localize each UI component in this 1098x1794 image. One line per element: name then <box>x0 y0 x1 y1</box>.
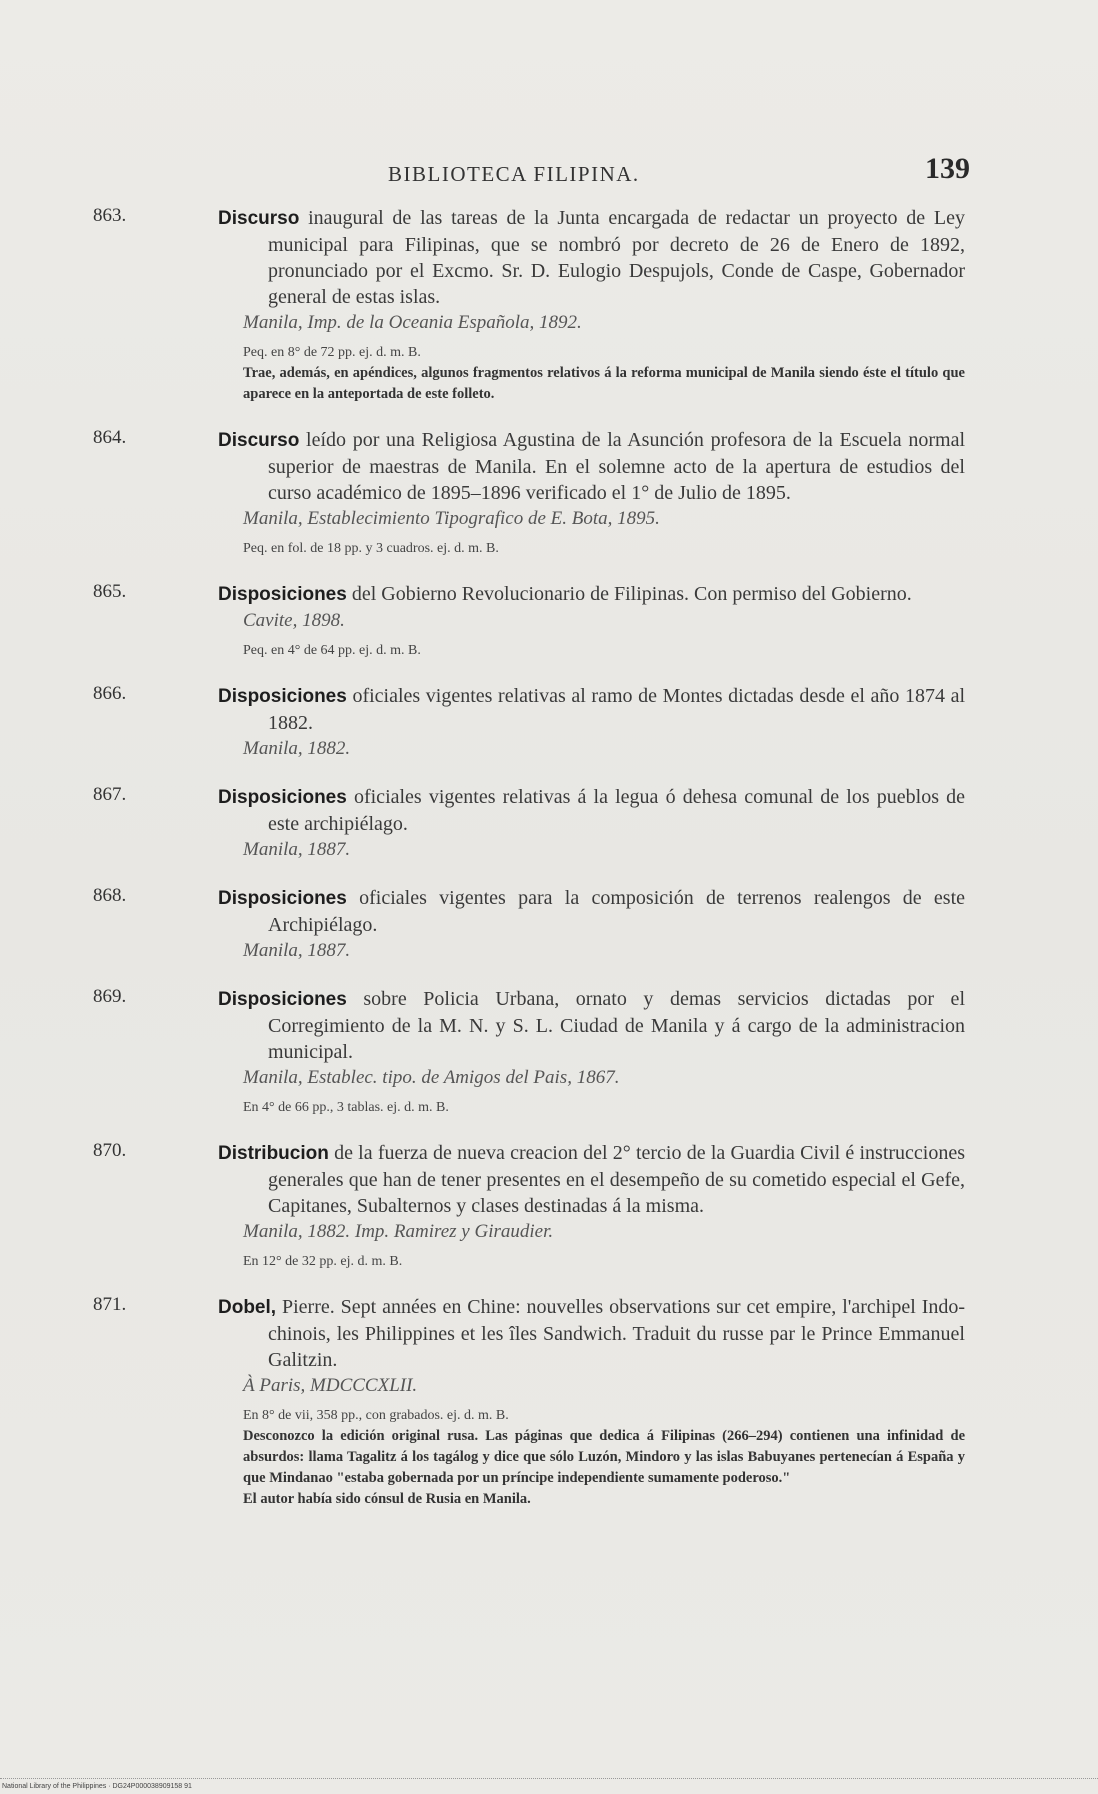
entry-imprint: Manila, 1887. <box>243 839 351 860</box>
entry-notes <box>243 1251 965 1272</box>
entry-note: Desconozco la edición original rusa. Las páginas que dedica á Filipinas (266–294) contienen una infinidad de absurdos: llama Tagalitz á los tagálog y dice que sólo Luzón, Mindoro y las islas Babuyanes pertenecían á España y que Mindanao "estaba gobernada por un príncipe independiente sumamente poderoso." <box>243 1428 965 1486</box>
entry-imprint: Manila, Establec. tipo. de Amigos del Pais, 1867. <box>243 1067 620 1088</box>
entry-keyword: Disposiciones <box>218 584 347 605</box>
entry-body <box>218 683 965 736</box>
entry-imprint: Manila, 1882. Imp. Ramirez y Giraudier. <box>243 1221 554 1242</box>
entry-imprint: Manila, Imp. de la Oceania Española, 1892. <box>243 312 582 333</box>
entry-text: oficiales vigentes para la composición de terrenos realengos de este Archipiélago. <box>268 887 966 936</box>
entry-text: leído por una Religiosa Agustina de la Asunción profesora de la Escuela normal superior de maestras de Manila. En el solemne acto de la apertura de estudios del curso académico de 1895–1896 verificado el 1° de Julio de 1895. <box>268 429 966 504</box>
entry-note: Peq. en fol. de 18 pp. y 3 cuadros. ej. d. m. B. <box>243 541 499 556</box>
catalog-entry-870 <box>85 1140 965 1272</box>
entry-body <box>218 1294 965 1373</box>
entry-number: 868. <box>93 885 127 906</box>
entry-number: 871. <box>93 1294 127 1315</box>
entry-body <box>218 205 965 310</box>
entry-number: 870. <box>93 1140 127 1161</box>
catalog-entry-871 <box>85 1294 965 1510</box>
entry-note: Peq. en 8° de 72 pp. ej. d. m. B. <box>243 345 421 360</box>
entry-number: 864. <box>93 427 127 448</box>
entry-notes <box>243 538 965 559</box>
entry-note: En 4° de 66 pp., 3 tablas. ej. d. m. B. <box>243 1100 449 1115</box>
entry-notes <box>243 342 965 405</box>
entry-note: Trae, además, en apéndices, algunos fragmentos relativos á la reforma municipal de Manila siendo éste el título que aparece en la anteportada de este folleto. <box>243 365 965 402</box>
entry-keyword: Disposiciones <box>218 989 347 1010</box>
entry-text: Pierre. Sept années en Chine: nouvelles observations sur cet empire, l'archipel Indo-chinois, les Philippines et les îles Sandwich. Traduit du russe par le Prince Emmanuel Galitzin. <box>268 1296 966 1371</box>
entry-keyword: Disposiciones <box>218 787 347 808</box>
entry-notes <box>243 640 965 661</box>
catalog-entry-866 <box>85 683 965 762</box>
entry-keyword: Discurso <box>218 208 300 229</box>
entry-keyword: Distribucion <box>218 1143 329 1164</box>
catalog-entries <box>85 205 965 1532</box>
entry-number: 863. <box>93 205 127 226</box>
catalog-entry-864 <box>85 427 965 559</box>
entry-number: 869. <box>93 986 127 1007</box>
entry-text: del Gobierno Revolucionario de Filipinas. Con permiso del Gobierno. <box>351 583 912 605</box>
entry-notes <box>243 1405 965 1510</box>
footer-divider <box>0 1778 1098 1780</box>
entry-keyword: Disposiciones <box>218 888 347 909</box>
running-title: BIBLIOTECA FILIPINA. <box>388 162 640 186</box>
entry-text: inaugural de las tareas de la Junta encargada de redactar un proyecto de Ley municipal para Filipinas, que se nombró por decreto de 26 de Enero de 1892, pronunciado por el Excmo. Sr. D. Eulogio Despujols, Conde de Caspe, Gobernador general de estas islas. <box>268 207 966 308</box>
entry-imprint: Manila, Establecimiento Tipografico de E. Bota, 1895. <box>243 508 660 529</box>
entry-number: 867. <box>93 784 127 805</box>
entry-imprint: Manila, 1887. <box>243 940 351 961</box>
entry-note: El autor había sido cónsul de Rusia en Manila. <box>243 1491 531 1507</box>
page-header <box>388 152 970 192</box>
entry-body <box>218 1140 965 1219</box>
catalog-entry-867 <box>85 784 965 863</box>
page-number: 139 <box>925 152 970 185</box>
entry-note: En 12° de 32 pp. ej. d. m. B. <box>243 1254 403 1269</box>
entry-note: En 8° de vii, 358 pp., con grabados. ej. d. m. B. <box>243 1408 509 1423</box>
entry-keyword: Disposiciones <box>218 686 347 707</box>
catalog-entry-869 <box>85 986 965 1118</box>
entry-imprint: Manila, 1882. <box>243 738 351 759</box>
entry-text: sobre Policia Urbana, ornato y demas servicios dictadas por el Corregimiento de la M. N. y S. L. Ciudad de Manila y á cargo de la administracion municipal. <box>268 988 965 1063</box>
footer-credit: National Library of the Philippines · DG24P000038909158 91 <box>2 1783 192 1790</box>
entry-number: 865. <box>93 581 127 602</box>
catalog-entry-868 <box>85 885 965 964</box>
entry-notes <box>243 1097 965 1118</box>
entry-body <box>218 427 965 506</box>
entry-note: Peq. en 4° de 64 pp. ej. d. m. B. <box>243 643 421 658</box>
entry-keyword: Discurso <box>218 430 300 451</box>
entry-body <box>218 885 965 938</box>
entry-imprint: À Paris, MDCCCXLII. <box>243 1375 418 1396</box>
entry-body <box>218 986 965 1065</box>
catalog-entry-865 <box>85 581 965 661</box>
entry-body <box>218 581 965 608</box>
entry-keyword: Dobel, <box>218 1297 277 1318</box>
entry-number: 866. <box>93 683 127 704</box>
entry-body <box>218 784 965 837</box>
entry-imprint: Cavite, 1898. <box>243 610 345 631</box>
entry-text: de la fuerza de nueva creacion del 2° tercio de la Guardia Civil é instrucciones generales que han de tener presentes en el desempeño de su cometido especial el Gefe, Capitanes, Subalternos y clases destinadas á la misma. <box>268 1142 966 1217</box>
entry-text: oficiales vigentes relativas al ramo de Montes dictadas desde el año 1874 al 1882. <box>268 685 966 734</box>
entry-text: oficiales vigentes relativas á la legua ó dehesa comunal de los pueblos de este archipiélago. <box>268 786 965 835</box>
catalog-entry-863 <box>85 205 965 405</box>
